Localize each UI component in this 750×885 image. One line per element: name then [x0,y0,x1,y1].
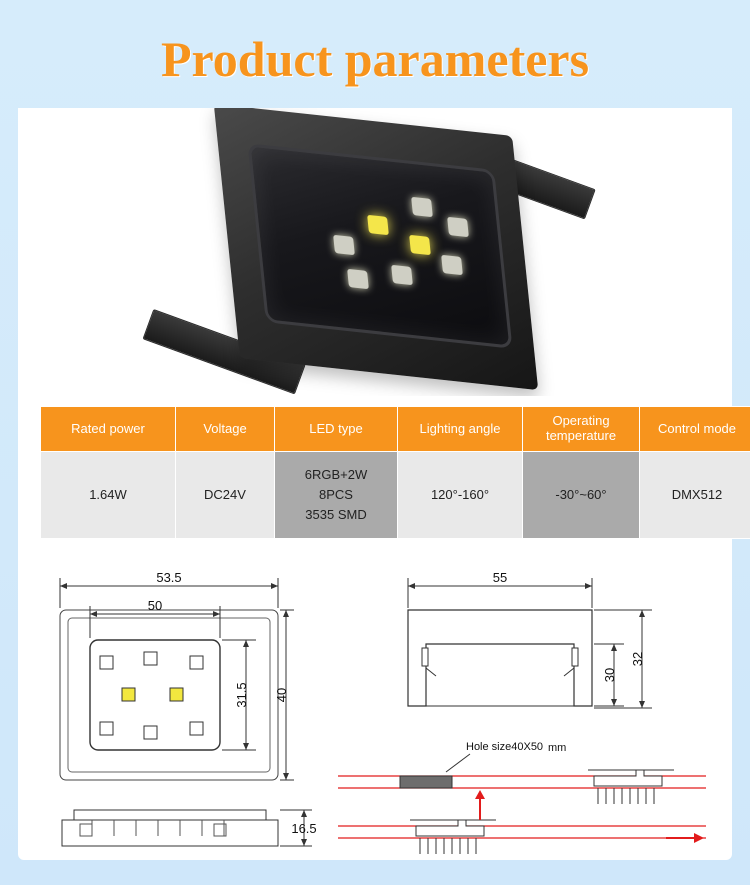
product-photo [18,108,732,396]
table-header-led-type: LED type [275,407,398,452]
cell-rated-power [41,452,176,539]
cell-operating-temperature-value: -30°~60° [555,486,607,502]
cell-control-mode [640,452,750,539]
cell-voltage [176,452,275,539]
table-header-row [41,407,750,452]
specifications-table-wrapper [40,406,737,539]
cell-lighting-angle-value: 120°-160° [430,486,490,502]
dim-side-width: 55 [492,570,508,585]
module-lens [247,143,512,348]
technical-drawings [18,548,732,860]
product-photo-stage [18,108,732,396]
drawing-side-section [408,578,652,708]
table-row [41,452,750,539]
led-chip [409,235,431,255]
hole-size-note: Hole size40X50 [466,741,544,753]
dim-top-outer-height: 40 [274,687,289,703]
cell-voltage-value: DC24V [204,486,246,502]
content-card [18,108,737,860]
table-header-control-mode: Control mode [640,407,750,452]
led-chip [333,235,355,255]
table-header-operating-temperature: Operating temperature [523,407,640,452]
drawing-top-view [60,578,294,780]
led-chip [411,197,433,217]
dim-top-outer-width: 53.5 [156,570,182,585]
table-header-rated-power: Rated power [41,407,176,452]
dim-top-inner-width: 50 [147,598,163,613]
drawing-installation [338,754,706,854]
led-chip [441,255,463,275]
cell-lighting-angle [398,452,523,539]
table-header-lighting-angle: Lighting angle [398,407,523,452]
cell-operating-temperature [523,452,640,539]
specifications-table [40,406,750,539]
led-chip [447,217,469,237]
page-title: Product parameters [160,31,590,87]
dim-side-outer-height: 32 [630,651,645,667]
dim-side-inner-height: 30 [602,667,617,683]
drawing-front-view [62,810,312,846]
cell-led-type-line3: 3535 SMD [305,507,367,523]
led-chip [347,269,369,289]
cell-control-mode-value: DMX512 [671,486,723,502]
hole-size-note-unit: mm [548,742,567,754]
dim-front-height: 16.5 [291,821,317,836]
cell-led-type-line1: 6RGB+2W [304,466,368,482]
dim-top-inner-height: 31.5 [234,682,249,708]
cell-led-type-line2: 8PCS [319,486,353,502]
led-chip [367,215,389,235]
cell-rated-power-value: 1.64W [89,486,127,502]
table-header-voltage: Voltage [176,407,275,452]
led-chip [391,265,413,285]
cell-led-type [275,452,398,539]
